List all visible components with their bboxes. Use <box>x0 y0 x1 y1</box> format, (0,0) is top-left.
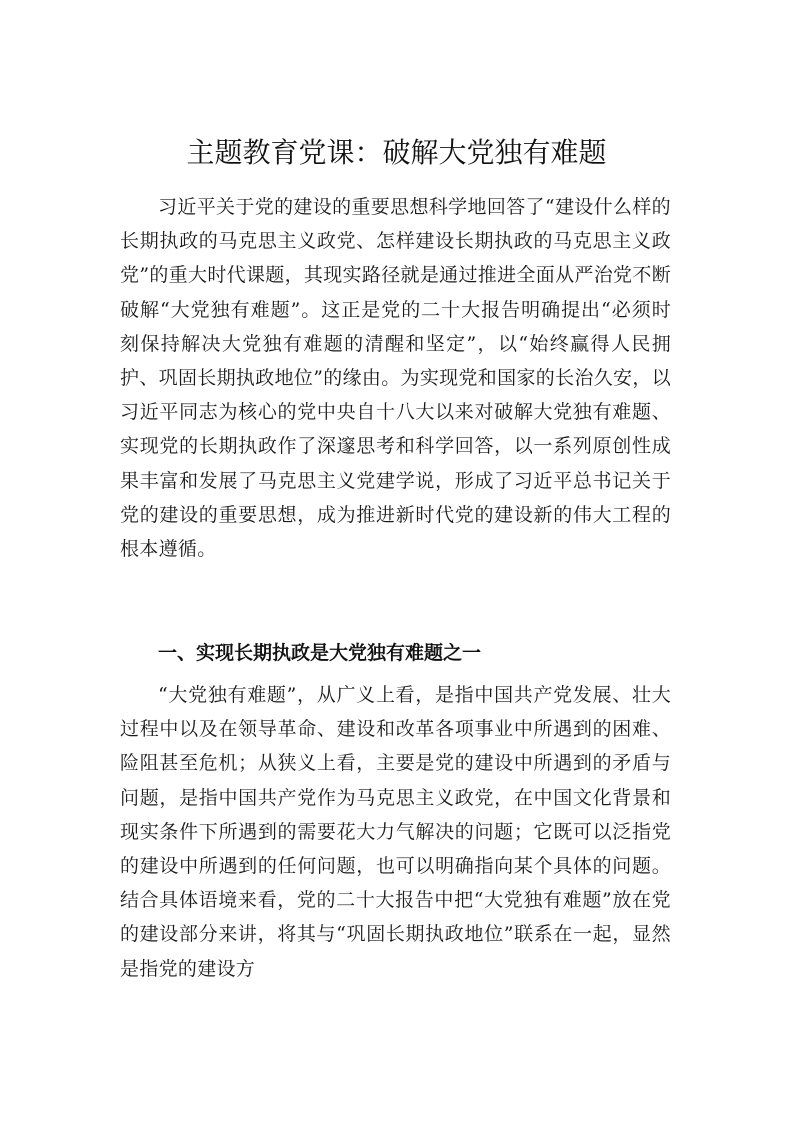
section-heading: 一、实现长期执政是大党独有难题之一 <box>158 642 482 664</box>
section-paragraph: “大党独有难题”，从广义上看，是指中国共产党发展、壮大过程中以及在领导革命、建设和改革各项事业中所遇到的困难、险阻甚至危机；从狭义上看，主要是党的建设中所遇到的矛盾与问题，是指中国共产党作为马克思主义政党，在中国文化背景和现实条件下所遇到的需要花大力气解决的问题；它既可以泛指党的建设中所遇到的任何问题，也可以明确指向某个具体的问题。结合具体语境来看，党的二十大报告中把“大党独有难题”放在党的建设部分来讲，将其与“巩固长期执政地位”联系在一起，显然是指党的建设方 <box>120 684 671 980</box>
document-title: 主题教育党课：破解大党独有难题 <box>186 136 607 169</box>
intro-paragraph: 习近平关于党的建设的重要思想科学地回答了“建设什么样的长期执政的马克思主义政党、怎样建设长期执政的马克思主义政党”的重大时代课题，其现实路径就是通过推进全面从严治党不断破解“大党独有难题”。这正是党的二十大报告明确提出“必须时刻保持解决大党独有难题的清醒和坚定”，以“始终赢得人民拥护、巩固长期执政地位”的缘由。为实现党和国家的长治久安，以习近平同志为核心的党中央自十八大以来对破解大党独有难题、实现党的长期执政作了深邃思考和科学回答，以一系列原创性成果丰富和发展了马克思主义党建学说，形成了习近平总书记关于党的建设的重要思想，成为推进新时代党的建设新的伟大工程的根本遵循。 <box>120 196 671 561</box>
